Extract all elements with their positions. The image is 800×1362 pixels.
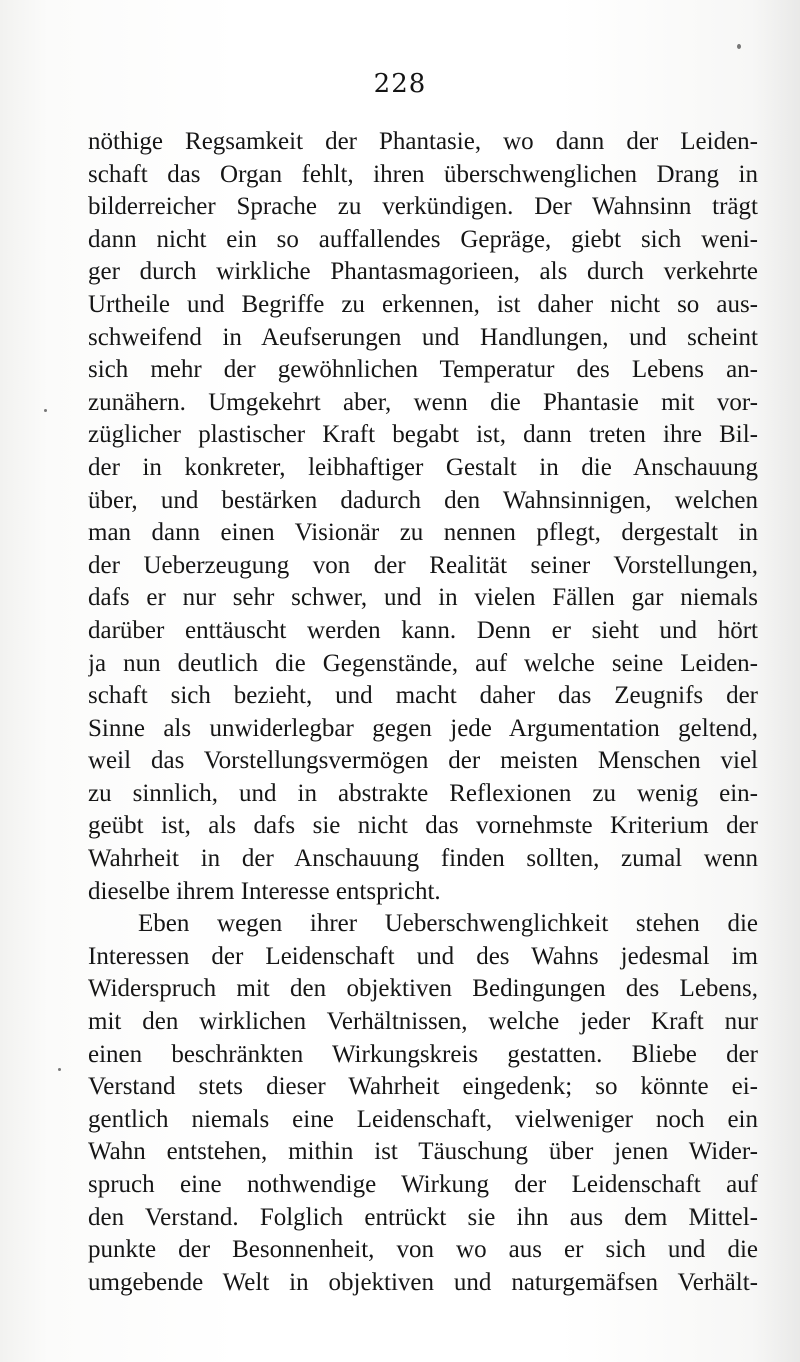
text-line: der Ueberzeugung von der Realität seiner Vorstellungen, — [88, 551, 758, 579]
text-line: gentlich niemals eine Leidenschaft, vielweniger noch ein — [88, 1105, 758, 1133]
paper-speck — [737, 44, 741, 49]
paragraph-end-line: dieselbe ihrem Interesse entspricht. — [88, 877, 441, 905]
text-line: spruch eine nothwendige Wirkung der Leidenschaft auf — [88, 1171, 758, 1198]
text-line: über, und bestärken dadurch den Wahnsinnigen, welchen — [88, 486, 758, 514]
text-line: zunähern. Umgekehrt aber, wenn die Phantasie mit vor- — [88, 388, 758, 416]
text-line: weil das Vorstellungsvermögen der meisten Menschen viel — [88, 747, 758, 775]
body-text — [88, 126, 758, 1299]
text-line: dann nicht ein so auffallendes Gepräge, giebt sich weni- — [88, 225, 758, 253]
text-line: dafs er nur sehr schwer, und in vielen Fällen gar niemals — [88, 584, 758, 612]
page-number: 228 — [373, 69, 427, 99]
text-line: Verstand stets dieser Wahrheit eingedenk; so könnte ei- — [88, 1073, 758, 1101]
text-line: bilderreicher Sprache zu verkündigen. Der Wahnsinn trägt — [88, 193, 758, 221]
text-line: Widerspruch mit den objektiven Bedingungen des Lebens, — [88, 975, 758, 1003]
text-line: geübt ist, als dafs sie nicht das vornehmste Kriterium der — [88, 812, 758, 840]
text-line: einen beschränkten Wirkungskreis gestatten. Bliebe der — [88, 1040, 758, 1068]
paper-speck — [44, 409, 47, 412]
paragraph-start-line: Eben wegen ihrer Ueberschwenglichkeit stehen die — [138, 910, 758, 938]
paper-speck — [58, 1068, 61, 1071]
text-line: den Verstand. Folglich entrückt sie ihn aus dem Mittel- — [88, 1203, 758, 1231]
text-line: ger durch wirkliche Phantasmagorieen, als durch verkehrte — [88, 258, 758, 286]
text-line: schaft sich bezieht, und macht daher das Zeugnifs der — [88, 682, 758, 710]
text-line: Interessen der Leidenschaft und des Wahns jedesmal im — [88, 942, 758, 970]
text-line: schaft das Organ fehlt, ihren überschwenglichen Drang in — [88, 160, 758, 188]
text-line: Wahrheit in der Anschauung finden sollten, zumal wenn — [88, 845, 758, 873]
text-line: darüber enttäuscht werden kann. Denn er sieht und hört — [88, 616, 758, 644]
text-line: umgebende Welt in objektiven und naturgemäfsen Verhält- — [88, 1268, 758, 1296]
text-line: schweifend in Aeufserungen und Handlungen, und scheint — [88, 323, 758, 351]
text-line: man dann einen Visionär zu nennen pflegt, dergestalt in — [88, 519, 758, 547]
text-line: sich mehr der gewöhnlichen Temperatur des Lebens an- — [88, 356, 758, 384]
text-line: ja nun deutlich die Gegenstände, auf welche seine Leiden- — [88, 649, 758, 677]
text-line: züglicher plastischer Kraft begabt ist, dann treten ihre Bil- — [88, 421, 758, 449]
text-line: Urtheile und Begriffe zu erkennen, ist daher nicht so aus- — [88, 290, 758, 318]
text-line: nöthige Regsamkeit der Phantasie, wo dann der Leiden- — [88, 128, 758, 155]
text-line: mit den wirklichen Verhältnissen, welche jeder Kraft nur — [88, 1008, 758, 1036]
text-line: Sinne als unwiderlegbar gegen jede Argumentation geltend, — [88, 714, 758, 742]
text-line: punkte der Besonnenheit, von wo aus er sich und die — [88, 1236, 758, 1264]
text-line: zu sinnlich, und in abstrakte Reflexionen zu wenig ein- — [88, 779, 758, 807]
text-line: Wahn entstehen, mithin ist Täuschung über jenen Wider- — [88, 1138, 758, 1166]
text-line: der in konkreter, leibhaftiger Gestalt in die Anschauung — [88, 453, 758, 481]
